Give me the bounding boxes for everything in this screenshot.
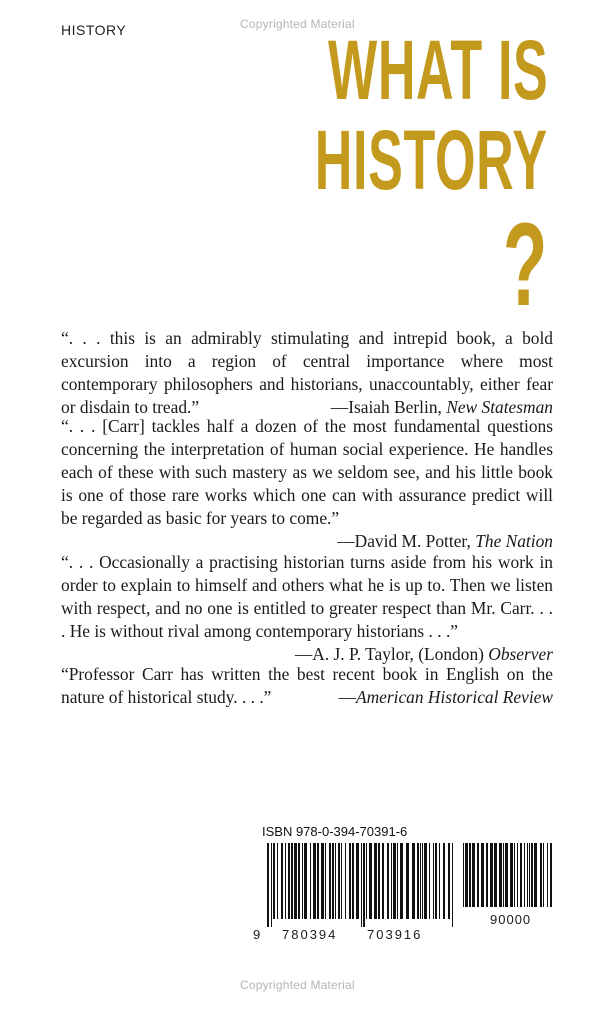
- barcode-bar: [499, 843, 502, 907]
- barcode-bar: [341, 843, 342, 919]
- barcode-bar: [374, 843, 377, 919]
- attribution-source: Observer: [488, 644, 553, 664]
- barcode-bar: [424, 843, 427, 919]
- barcode-bar: [503, 843, 504, 907]
- barcode-bar: [529, 843, 530, 907]
- watermark-bottom: Copyrighted Material: [240, 978, 355, 992]
- barcode-bar: [271, 843, 272, 927]
- attribution-source: American Historical Review: [355, 687, 553, 707]
- barcode-bar: [352, 843, 354, 919]
- isbn-label: ISBN 978-0-394-70391-6: [262, 824, 408, 839]
- barcode-bar: [543, 843, 544, 907]
- barcode-bar: [514, 843, 515, 907]
- barcode-bar: [378, 843, 380, 919]
- quote-text: “. . . [Carr] tackles half a dozen of the most fundamental questions concerning the interpretation of human social experience. He handles each of these with such mastery as we seldom see, and his little book is one of those rare works which one can with assurance predict will be regarded as basic for years to come.”: [61, 416, 553, 528]
- barcode-bar: [435, 843, 437, 919]
- barcode-bar: [391, 843, 392, 919]
- barcode-bar: [412, 843, 415, 919]
- barcode-bar: [285, 843, 286, 919]
- ean-left-digits: 780394: [282, 927, 338, 942]
- attribution-source: The Nation: [475, 531, 553, 551]
- barcode-bar: [304, 843, 307, 919]
- title-line-1: WHAT IS: [327, 23, 548, 117]
- barcode-bar: [288, 843, 290, 919]
- ean-first-digit: 9: [253, 927, 261, 942]
- addon-barcode: [463, 843, 555, 907]
- barcode-bar: [429, 843, 430, 919]
- barcode-bar: [356, 843, 359, 919]
- barcode-bar: [534, 843, 537, 907]
- barcode-bar: [422, 843, 423, 919]
- barcode-bar: [463, 843, 464, 907]
- barcode-bar: [540, 843, 542, 907]
- barcode-bar: [363, 843, 365, 927]
- barcode-bar: [338, 843, 340, 919]
- barcode-bar: [417, 843, 419, 919]
- attribution-author: —A. J. P. Taylor, (London): [294, 644, 489, 664]
- quote-text: “Professor Carr has written the best recent book in English on the nature of historical study. . . .”: [61, 664, 553, 707]
- ean-barcode: [267, 843, 455, 929]
- quote-ahr: [61, 663, 553, 709]
- barcode-bar: [490, 843, 493, 907]
- barcode-bar: [361, 843, 362, 927]
- barcode-bar: [510, 843, 513, 907]
- barcode-bar: [313, 843, 316, 919]
- barcode-bar: [520, 843, 522, 907]
- barcode-bar: [369, 843, 372, 919]
- attribution-author: —Isaiah Berlin,: [330, 397, 447, 417]
- barcode-bar: [321, 843, 324, 919]
- barcode-bar: [317, 843, 319, 919]
- barcode-bar: [393, 843, 396, 919]
- barcode-bar: [277, 843, 278, 919]
- barcode-bar: [527, 843, 528, 907]
- barcode-bar: [325, 843, 326, 919]
- barcode-bar: [486, 843, 488, 907]
- barcode-bar: [345, 843, 346, 919]
- barcode-bar: [329, 843, 331, 919]
- barcode-bar: [547, 843, 548, 907]
- barcode-bar: [443, 843, 445, 919]
- barcode-bar: [366, 843, 367, 919]
- category-label: HISTORY: [61, 22, 127, 38]
- attribution-source: New Statesman: [446, 397, 553, 417]
- barcode-bar: [494, 843, 497, 907]
- watermark-top: Copyrighted Material: [240, 17, 355, 31]
- barcode-bar: [382, 843, 384, 919]
- title-line-2: HISTORY: [315, 113, 548, 207]
- quote-taylor: [61, 551, 553, 666]
- barcode-bar: [531, 843, 533, 907]
- barcode-bar: [310, 843, 311, 919]
- title-question-mark: ?: [502, 199, 548, 331]
- barcode-bar: [433, 843, 434, 919]
- quote-text: “. . . this is an admirably stimulating and intrepid book, a bold excursion into a region of central importance where most contemporary philosophers and historians, unaccountably, either fear or disdain to tread.”: [61, 328, 553, 417]
- barcode-bar: [465, 843, 468, 907]
- addon-digits: 90000: [490, 912, 532, 927]
- barcode-bar: [387, 843, 389, 919]
- attribution-author: —David M. Potter,: [337, 531, 476, 551]
- barcode-bar: [550, 843, 552, 907]
- barcode-bar: [335, 843, 336, 919]
- barcode-bar: [452, 843, 453, 927]
- barcode-bar: [281, 843, 283, 919]
- barcode-bar: [448, 843, 450, 919]
- quote-potter: [61, 415, 553, 553]
- barcode-bar: [524, 843, 525, 907]
- attribution-author: —: [338, 687, 356, 707]
- barcode-bar: [291, 843, 293, 919]
- barcode-bar: [397, 843, 398, 919]
- barcode-bar: [400, 843, 403, 919]
- quote-berlin: [61, 327, 553, 419]
- barcode-bar: [472, 843, 475, 907]
- barcode-bar: [481, 843, 484, 907]
- quote-attribution: [61, 530, 553, 553]
- barcode-bar: [406, 843, 409, 919]
- barcode-bar: [294, 843, 297, 919]
- barcode-bar: [469, 843, 471, 907]
- barcode-bar: [349, 843, 351, 919]
- barcode-bar: [302, 843, 303, 919]
- barcode-bar: [273, 843, 275, 919]
- barcode-bar: [439, 843, 440, 919]
- barcode-bar: [332, 843, 334, 919]
- barcode-bar: [298, 843, 300, 919]
- barcode-bar: [477, 843, 479, 907]
- ean-right-digits: 703916: [367, 927, 423, 942]
- quote-attribution: [339, 686, 553, 709]
- quote-text: “. . . Occasionally a practising historian turns aside from his work in order to explain to himself and others what he is up to. Then we listen with respect, and no one is entitled to greater respect than Mr. Carr. . . . He is without rival among contemporary historians . . .”: [61, 552, 553, 641]
- barcode-bar: [517, 843, 518, 907]
- barcode-bar: [267, 843, 269, 927]
- barcode-bar: [505, 843, 508, 907]
- barcode-bar: [420, 843, 421, 919]
